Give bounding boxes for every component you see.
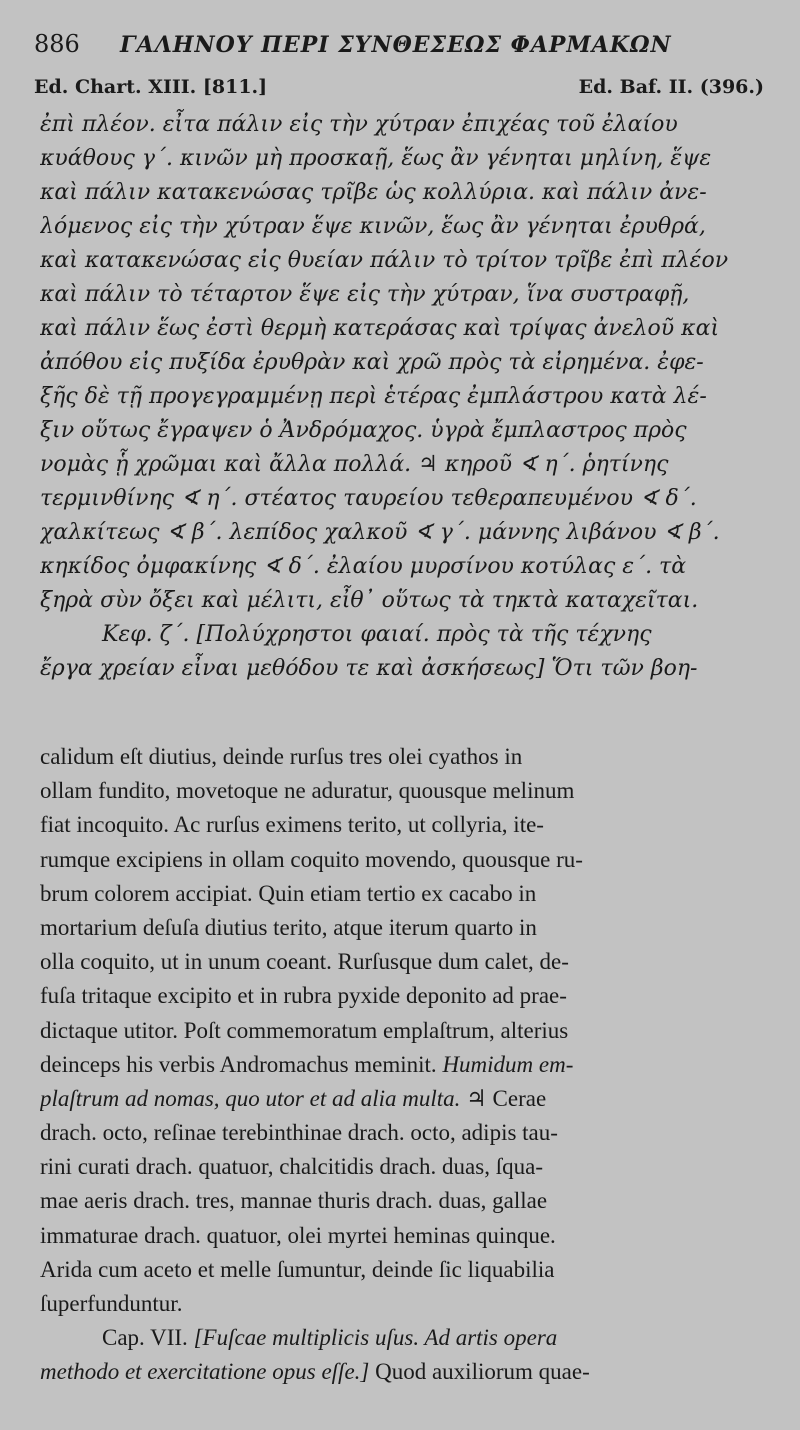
latin-line: mae aeris drach. tres, mannae thuris drach. duas, gallae: [40, 1188, 548, 1214]
greek-line: κηκίδος ὀμφακίνης ∢ δ΄. ἐλαίου μυρσίνου κοτύλας ε΄. τὰ: [40, 554, 687, 579]
latin-line: rini curati drach. quatuor, chalcitidis drach. duas, ſqua-: [40, 1154, 543, 1180]
greek-line: καὶ πάλιν κατακενώσας τρῖβε ὡς κολλύρια. καὶ πάλιν ἀνε-: [40, 180, 707, 205]
greek-line: ἐπὶ πλέον. εἶτα πάλιν εἰς τὴν χύτραν ἐπιχέας τοῦ ἐλαίου: [40, 112, 678, 137]
latin-line: mortarium deſuſa diutius terito, atque iterum quarto in: [40, 914, 537, 940]
greek-line: κυάθους γ΄. κινῶν μὴ προσκαῇ, ἕως ἂν γένηται μηλίνη, ἕψε: [40, 146, 712, 171]
latin-italic: plaſtrum ad nomas, quo utor et ad alia multa.: [40, 1085, 461, 1111]
greek-text-block: [40, 108, 766, 686]
edition-left: Ed. Chart. XIII. [811.]: [34, 76, 268, 98]
latin-line: [40, 1082, 766, 1116]
latin-line: [40, 1355, 766, 1389]
greek-line: ξηρὰ σὺν ὄξει καὶ μέλιτι, εἶθ᾽ οὕτως τὰ τηκτὰ καταχεῖται.: [40, 588, 699, 613]
chapter-label: Cap. VII.: [102, 1325, 188, 1351]
latin-line: rumque excipiens in ollam coquito movendo, quousque ru-: [40, 846, 583, 872]
latin-line: ſuperfunduntur.: [40, 1291, 183, 1316]
greek-line: νομὰς ᾗ χρῶμαι καὶ ἄλλα πολλά. ♃ κηροῦ ∢ η΄. ῥητίνης: [40, 452, 669, 477]
latin-line: brum colorem accipiat. Quin etiam tertio ex cacabo in: [40, 880, 537, 906]
latin-line: fuſa tritaque excipito et in rubra pyxide deponito ad prae-: [40, 983, 567, 1009]
latin-chapter-heading: [40, 1321, 766, 1355]
edition-reference-line: [34, 76, 764, 106]
greek-line: ἔργα χρείαν εἶναι μεθόδου τε καὶ ἀσκήσεως] Ὅτι τῶν βοη-: [40, 656, 698, 681]
page-number: 886: [34, 30, 80, 58]
latin-line: olla coquito, ut in unum coeant. Rurſusque dum calet, de-: [40, 949, 569, 975]
latin-text: Quod auxiliorum quae-: [375, 1359, 590, 1385]
running-title: ΓΑΛΗΝΟΥ ΠΕΡΙ ΣΥΝΘΕΣΕΩΣ ΦΑΡΜΑΚΩΝ: [120, 32, 672, 58]
greek-line: ξῆς δὲ τῇ προγεγραμμένῃ περὶ ἑτέρας ἐμπλάστρου κατὰ λέ-: [40, 384, 707, 409]
latin-line: Arida cum aceto et melle ſumuntur, deinde ſic liquabilia: [40, 1256, 555, 1282]
greek-line: χαλκίτεως ∢ β΄. λεπίδος χαλκοῦ ∢ γ΄. μάννης λιβάνου ∢ β΄.: [40, 520, 720, 545]
greek-line: λόμενος εἰς τὴν χύτραν ἕψε κινῶν, ἕως ἂν γένηται ἐρυθρά,: [40, 214, 706, 239]
latin-text: deinceps his verbis Andromachus meminit.: [40, 1051, 437, 1077]
greek-chapter-heading: Κεφ. ζ΄. [Πολύχρηστοι φαιαί. πρὸς τὰ τῆς τέχνης: [102, 622, 652, 647]
greek-line: καὶ κατακενώσας εἰς θυείαν πάλιν τὸ τρίτον τρῖβε ἐπὶ πλέον: [40, 248, 729, 273]
latin-line: calidum eſt diutius, deinde rurſus tres olei cyathos in: [40, 744, 523, 769]
greek-line: ἀπόθου εἰς πυξίδα ἐρυθρὰν καὶ χρῶ πρὸς τὰ εἰρημένα. ἐφε-: [40, 350, 704, 375]
latin-text: ♃ Cerae: [466, 1085, 547, 1111]
edition-right: Ed. Baf. II. (396.): [578, 76, 764, 98]
latin-line: [40, 1048, 766, 1082]
latin-line: dictaque utitor. Poſt commemoratum emplaſtrum, alterius: [40, 1017, 569, 1043]
latin-italic: [Fuſcae multiplicis uſus. Ad artis opera: [193, 1325, 558, 1351]
greek-line: καὶ πάλιν τὸ τέταρτον ἕψε εἰς τὴν χύτραν, ἵνα συστραφῇ,: [40, 282, 690, 307]
greek-line: τερμινθίνης ∢ η΄. στέατος ταυρείου τεθεραπευμένου ∢ δ΄.: [40, 486, 697, 511]
latin-italic: methodo et exercitatione opus eſſe.]: [40, 1359, 370, 1385]
running-head: [34, 28, 774, 64]
greek-line: καὶ πάλιν ἕως ἐστὶ θερμὴ κατεράσας καὶ τρίψας ἀνελοῦ καὶ: [40, 316, 720, 341]
latin-line: drach. octo, reſinae terebinthinae drach. octo, adipis tau-: [40, 1120, 558, 1146]
latin-line: ollam fundito, movetoque ne aduratur, quousque melinum: [40, 778, 575, 804]
latin-line: fiat incoquito. Ac rurſus eximens terito, ut collyria, ite-: [40, 812, 544, 838]
latin-italic: Humidum em-: [442, 1051, 574, 1077]
greek-line: ξιν οὕτως ἔγραψεν ὁ Ἀνδρόμαχος. ὑγρὰ ἔμπλαστρος πρὸς: [40, 418, 687, 443]
latin-text-block: [40, 740, 766, 1390]
latin-line: immaturae drach. quatuor, olei myrtei heminas quinque.: [40, 1222, 556, 1248]
